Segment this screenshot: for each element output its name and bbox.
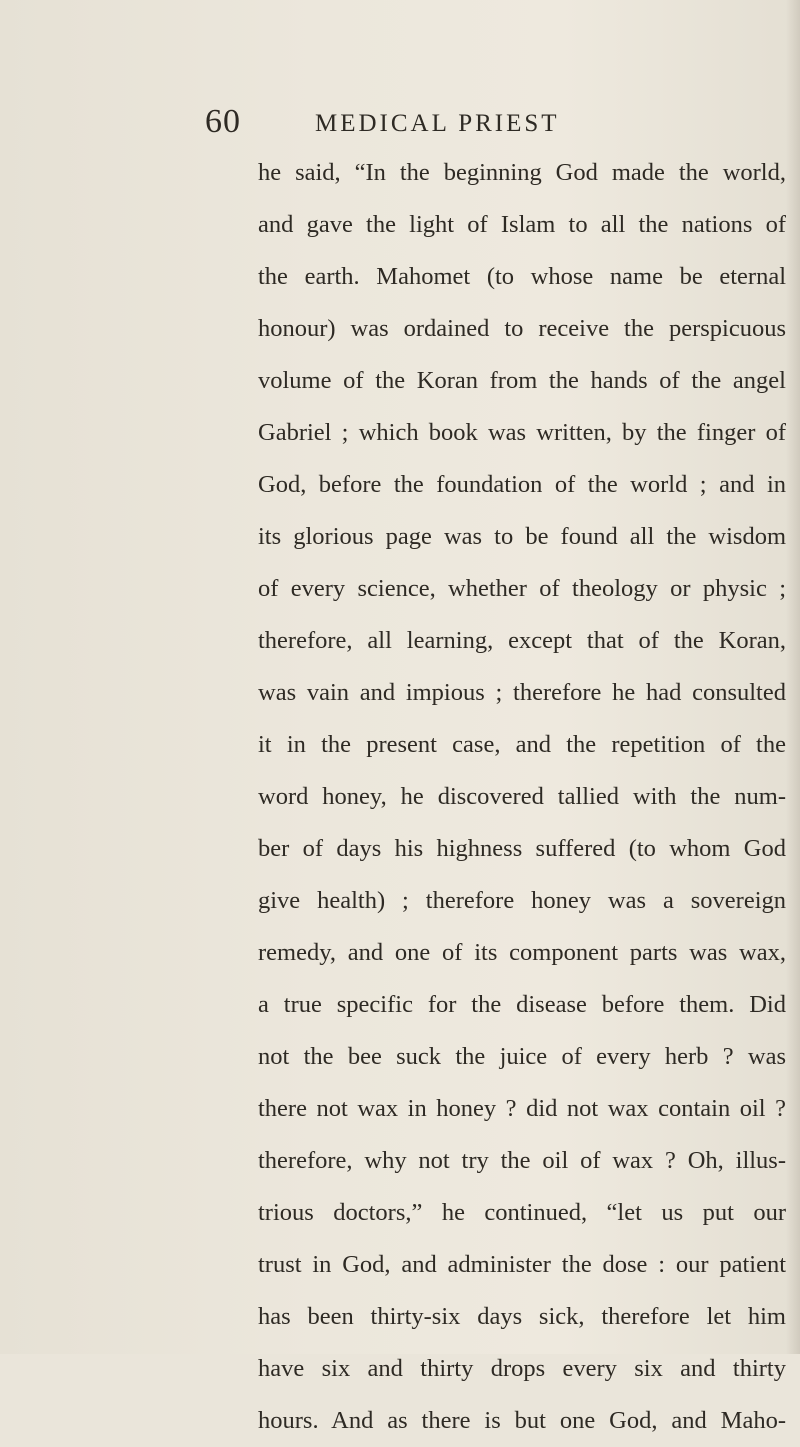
- text-line: it in the present case, and the repetition of the: [258, 731, 786, 758]
- text-line: not the bee suck the juice of every herb ? was: [258, 1043, 786, 1070]
- text-line: have six and thirty drops every six and thirty: [258, 1355, 786, 1382]
- text-line: a true specific for the disease before them. Did: [258, 991, 786, 1018]
- text-line: therefore, all learning, except that of the Koran,: [258, 627, 786, 654]
- text-line: therefore, why not try the oil of wax ? Oh, illus-: [258, 1147, 786, 1174]
- text-line: was vain and impious ; therefore he had consulted: [258, 679, 786, 706]
- text-line: give health) ; therefore honey was a sovereign: [258, 887, 786, 914]
- text-line: the earth. Mahomet (to whose name be eternal: [258, 263, 786, 290]
- text-line: there not wax in honey ? did not wax contain oil ?: [258, 1095, 786, 1122]
- text-line: hours. And as there is but one God, and Maho-: [258, 1407, 786, 1434]
- page-number: 60: [205, 103, 241, 140]
- text-line: honour) was ordained to receive the perspicuous: [258, 315, 786, 342]
- text-line: trust in God, and administer the dose : our patient: [258, 1251, 786, 1278]
- text-line: has been thirty-six days sick, therefore let him: [258, 1303, 786, 1330]
- text-line: and gave the light of Islam to all the nations of: [258, 211, 786, 238]
- text-line: ber of days his highness suffered (to whom God: [258, 835, 786, 862]
- text-line: of every science, whether of theology or physic ;: [258, 575, 786, 602]
- text-line: remedy, and one of its component parts was wax,: [258, 939, 786, 966]
- running-head: [205, 100, 725, 144]
- text-line: its glorious page was to be found all the wisdom: [258, 523, 786, 550]
- body-text: [258, 147, 786, 1447]
- text-line: trious doctors,” he continued, “let us put our: [258, 1199, 786, 1226]
- text-line: Gabriel ; which book was written, by the finger of: [258, 419, 786, 446]
- text-line: volume of the Koran from the hands of the angel: [258, 367, 786, 394]
- running-title: MEDICAL PRIEST: [315, 110, 560, 137]
- text-line: word honey, he discovered tallied with the num-: [258, 783, 786, 810]
- text-line: he said, “In the beginning God made the world,: [258, 159, 786, 186]
- text-line: God, before the foundation of the world ; and in: [258, 471, 786, 498]
- page-edge-shadow: [786, 0, 800, 1354]
